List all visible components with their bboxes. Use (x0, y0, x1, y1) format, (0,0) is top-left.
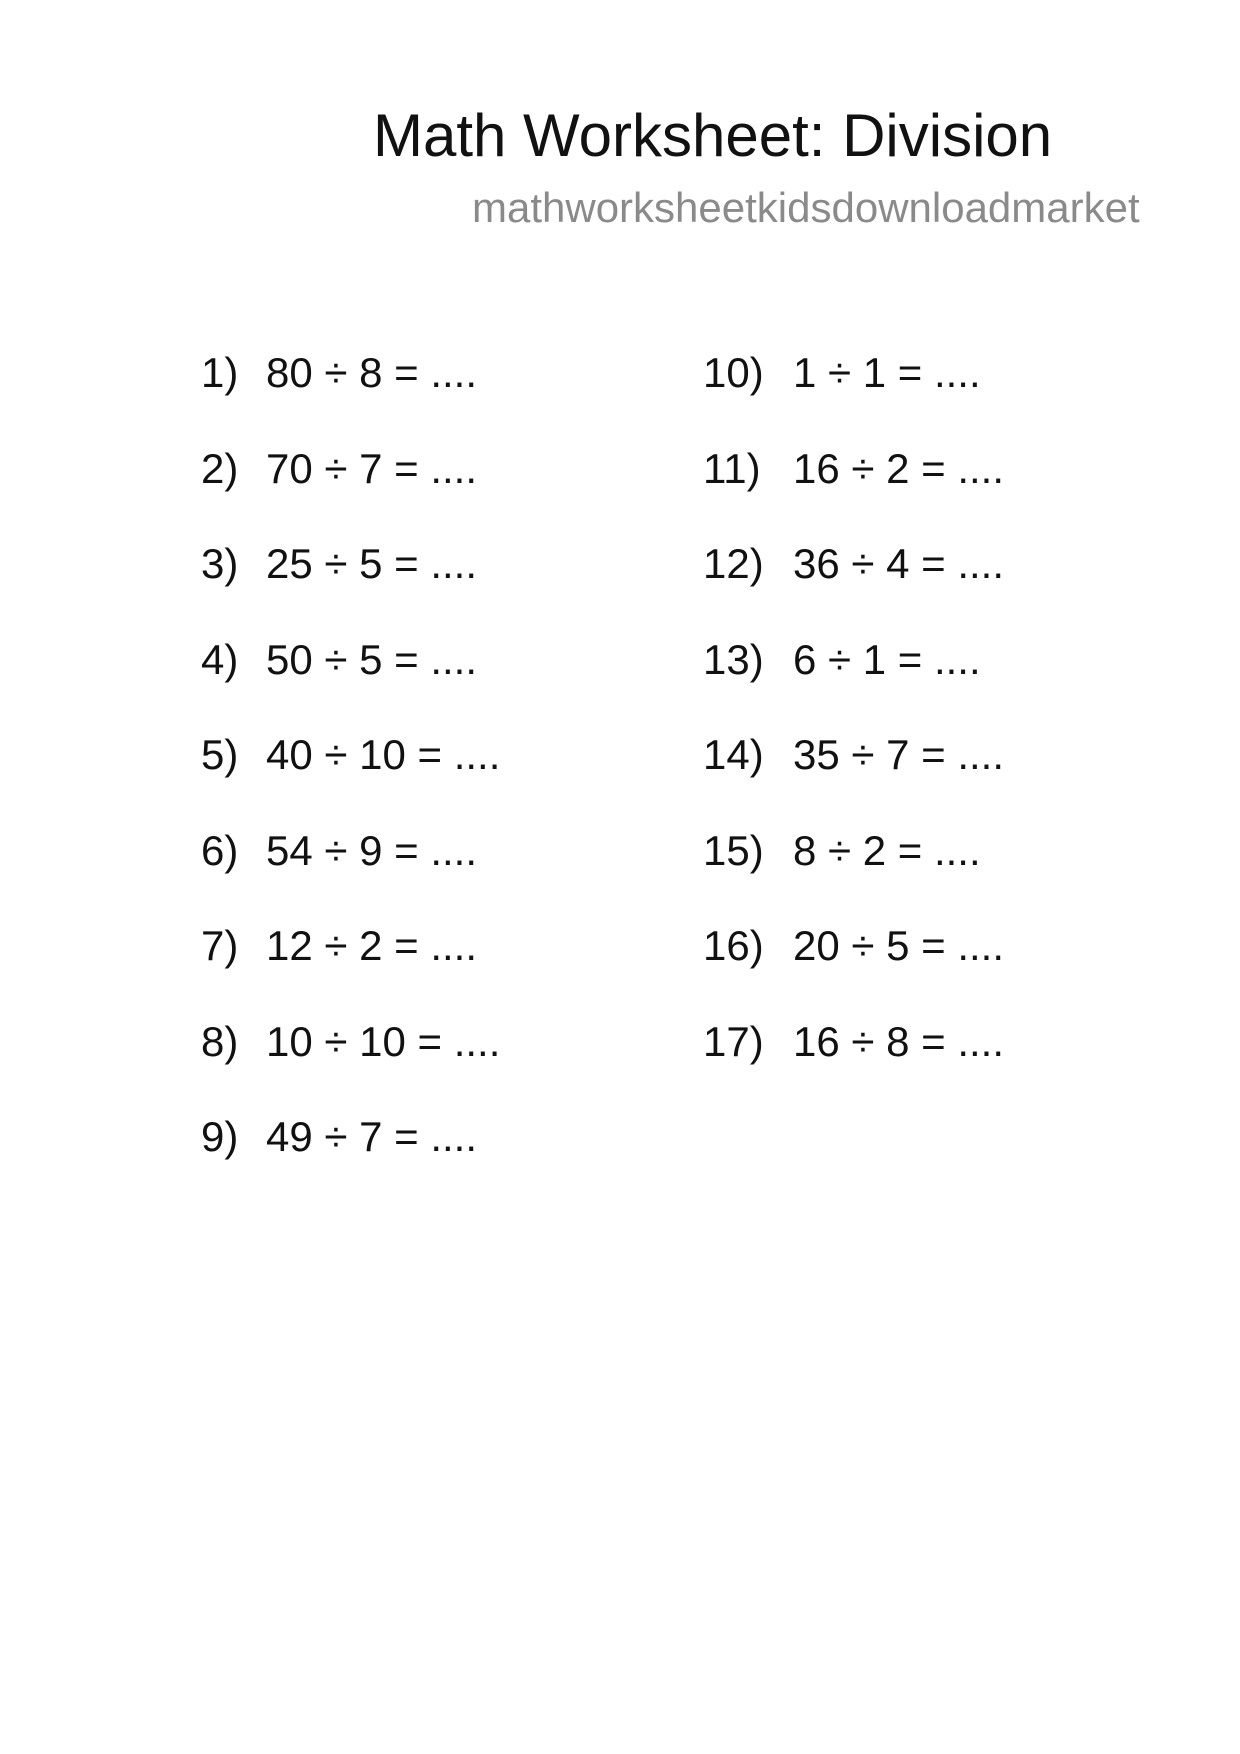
problem-expression: 12 ÷ 2 = .... (266, 922, 478, 969)
problem-item (201, 1017, 500, 1113)
problem-item (201, 539, 500, 635)
problem-number: 17) (703, 1017, 764, 1065)
problem-number: 15) (703, 826, 764, 874)
problem-item (703, 826, 1004, 922)
problem-number: 8) (201, 1017, 239, 1065)
problem-number: 12) (703, 540, 764, 587)
problem-item (201, 826, 500, 922)
problem-expression: 50 ÷ 5 = .... (266, 635, 478, 683)
problem-number: 3) (201, 540, 239, 587)
problem-expression: 80 ÷ 8 = .... (266, 349, 478, 396)
problem-number: 10) (703, 349, 764, 396)
worksheet-title: Math Worksheet: Division (373, 102, 1053, 169)
problem-expression: 35 ÷ 7 = .... (793, 731, 1005, 778)
problem-expression: 70 ÷ 7 = .... (266, 444, 478, 492)
problem-expression: 40 ÷ 10 = .... (266, 731, 501, 778)
worksheet-subtitle: mathworksheetkidsdownloadmarket (472, 184, 1140, 231)
problem-item (201, 635, 500, 731)
problem-number: 4) (201, 635, 239, 683)
problem-expression: 6 ÷ 1 = .... (793, 635, 981, 683)
problem-item (201, 921, 500, 1017)
problem-expression: 10 ÷ 10 = .... (266, 1017, 501, 1065)
problem-item (703, 348, 1004, 444)
problem-expression: 36 ÷ 4 = .... (793, 540, 1005, 587)
problem-number: 14) (703, 731, 764, 778)
problem-number: 6) (201, 826, 239, 874)
problem-number: 5) (201, 731, 239, 778)
problem-number: 13) (703, 635, 764, 683)
problem-item (703, 921, 1004, 1017)
problem-expression: 49 ÷ 7 = .... (266, 1113, 478, 1160)
problem-number: 9) (201, 1113, 239, 1160)
problem-number: 11) (703, 444, 761, 492)
problem-column-right (703, 348, 1004, 1112)
problem-item (201, 444, 500, 540)
problem-item (703, 539, 1004, 635)
problem-expression: 8 ÷ 2 = .... (793, 826, 981, 874)
problem-number: 1) (201, 349, 239, 396)
problem-item (201, 730, 500, 826)
problem-item (703, 444, 1004, 540)
problem-number: 16) (703, 922, 764, 969)
problem-number: 2) (201, 444, 239, 492)
problem-item (703, 730, 1004, 826)
problem-item (201, 1112, 500, 1208)
problem-expression: 20 ÷ 5 = .... (793, 922, 1005, 969)
problem-item (703, 635, 1004, 731)
problem-expression: 16 ÷ 8 = .... (793, 1017, 1005, 1065)
problem-item (201, 348, 500, 444)
problem-expression: 25 ÷ 5 = .... (266, 540, 478, 587)
problem-column-left (201, 348, 500, 1208)
problem-number: 7) (201, 922, 239, 969)
problem-expression: 1 ÷ 1 = .... (793, 349, 981, 396)
problem-item (703, 1017, 1004, 1113)
problem-expression: 54 ÷ 9 = .... (266, 826, 478, 874)
problem-expression: 16 ÷ 2 = .... (793, 444, 1005, 492)
